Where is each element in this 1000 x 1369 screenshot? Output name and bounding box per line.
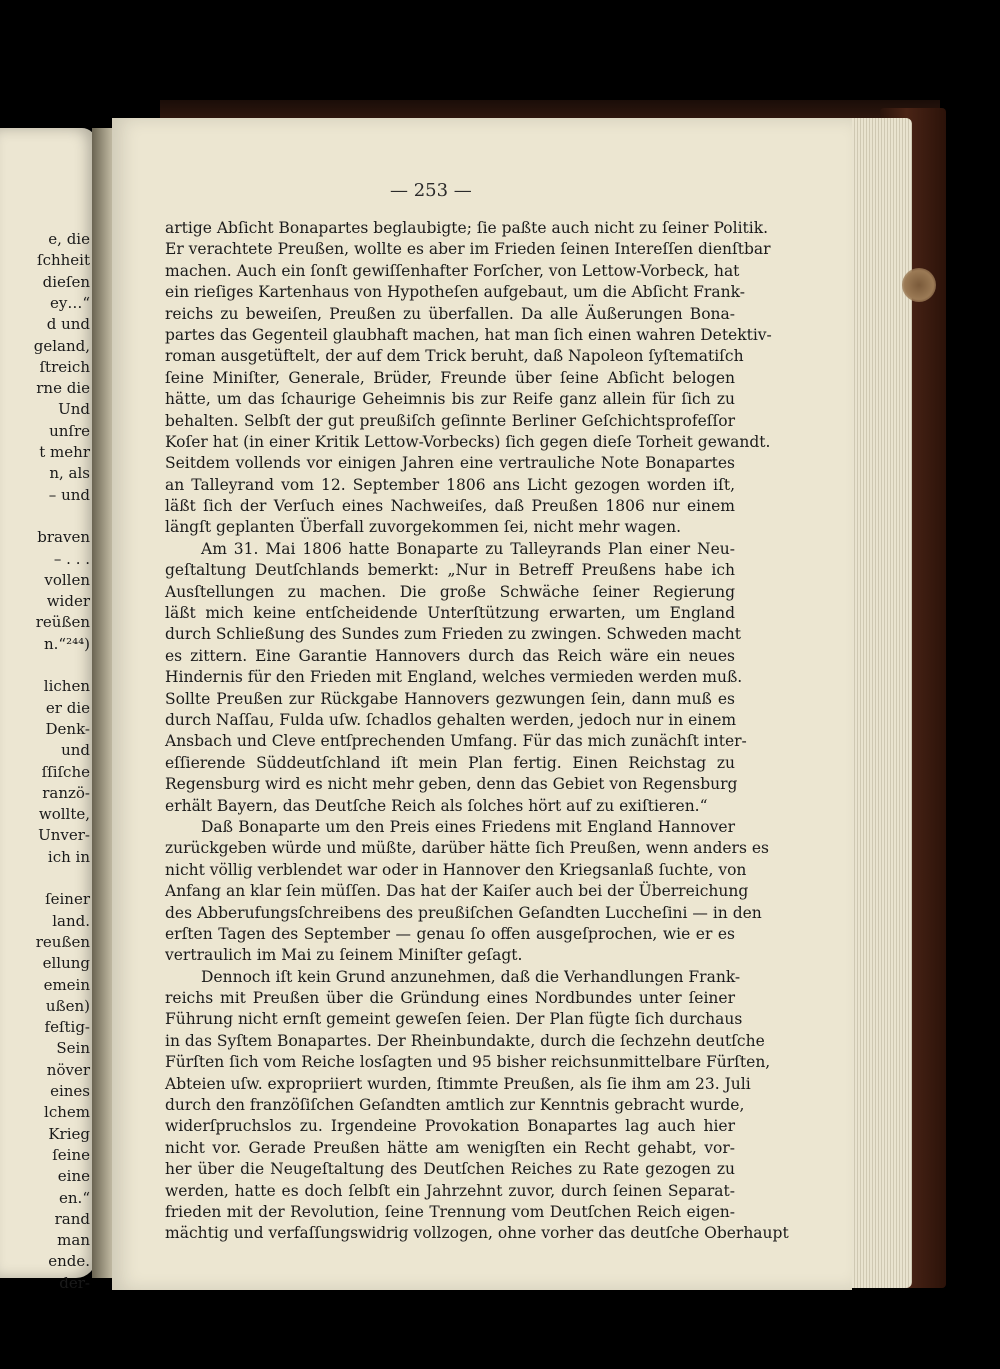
left-page-line: Denk- <box>45 719 90 738</box>
left-page-line: ußen) <box>45 996 90 1015</box>
left-page-line: ſſiſche <box>41 762 90 781</box>
text-line: läßt ſich der Verſuch eines Nachweiſes, daß Preußen 1806 nur einem <box>165 497 735 516</box>
left-page-line: e, die <box>48 230 90 248</box>
left-page-line: reußen <box>35 932 90 951</box>
left-page-line: reüßen <box>35 613 90 632</box>
left-page-line: – und <box>48 485 90 504</box>
left-page-line: geland, <box>33 336 90 355</box>
left-page-line: dieſen <box>42 272 90 291</box>
left-page-line: ranzö- <box>42 783 90 802</box>
left-page-line: ellung <box>42 954 90 973</box>
text-line: behalten. Selbſt der gut preußiſch geſinnte Berliner Geſchichtsprofeſſor <box>165 411 735 430</box>
left-page-line: Unver- <box>38 826 90 845</box>
left-page-line: unſre <box>49 421 90 440</box>
text-line: erſten Tagen des September — genau ſo offen ausgeſprochen, wie er es <box>165 924 735 943</box>
text-line: Ansbach und Cleve entſprechenden Umfang. Für das mich zunächſt inter- <box>165 732 747 751</box>
left-page-line: rne die <box>36 379 90 398</box>
text-line: Hindernis für den Frieden mit England, welches vermieden werden muß. <box>165 668 743 687</box>
left-page-line: lichen <box>43 677 90 696</box>
left-page-line: Krieg <box>48 1124 90 1143</box>
left-page-line: Und <box>58 400 90 419</box>
left-page-line: vollen <box>44 570 90 589</box>
text-line: vertraulich im Mai zu ſeinem Miniſter geſagt. <box>165 946 523 965</box>
left-page-line: n, als <box>49 464 90 483</box>
text-line: Er verachtete Preußen, wollte es aber im Frieden ſeinen Intereſſen dienſtbar <box>165 240 771 259</box>
text-line: widerſpruchslos zu. Irgendeine Provokation Bonapartes lag auch hier <box>165 1117 735 1136</box>
left-page-line: ſchheit <box>37 251 90 270</box>
text-line: mächtig und verfaſſungswidrig vollzogen, ohne vorher das deutſche Oberhaupt <box>165 1224 789 1243</box>
text-line: Ausſtellungen zu machen. Die große Schwäche ſeiner Regierung <box>165 582 735 601</box>
text-line: ein rieſiges Kartenhaus von Hypotheſen aufgebaut, um die Abſicht Frank- <box>165 283 745 302</box>
text-line: des Abberufungsſchreibens des preußiſchen Geſandten Luccheſini — in den <box>165 903 762 922</box>
left-page-line: növer <box>46 1060 90 1079</box>
left-page-line: feſtig- <box>44 1018 90 1037</box>
text-line: geſtaltung Deutſchlands bemerkt: „Nur in Betreff Preußens habe ich <box>165 561 735 580</box>
left-page-line: eines <box>50 1082 90 1100</box>
left-page-line: – . . . <box>53 549 90 568</box>
text-line: her über die Neugeſtaltung des Deutſchen Reiches zu Rate gezogen zu <box>165 1160 735 1179</box>
left-page-line: eine <box>57 1167 90 1186</box>
text-line: reichs mit Preußen über die Gründung eines Nordbundes unter ſeiner <box>165 989 735 1008</box>
text-line: nicht vor. Gerade Preußen hätte am wenigſten ein Recht gehabt, vor- <box>165 1138 735 1157</box>
left-page-line: emein <box>43 975 90 994</box>
left-page-line: der- <box>59 1273 90 1292</box>
text-line: Dennoch iſt kein Grund anzunehmen, daß die Verhandlungen Frank- <box>201 967 741 986</box>
text-line: Führung nicht ernſt gemeint geweſen ſeien. Der Plan fügte ſich durchaus <box>165 1010 743 1029</box>
text-line: Seitdem vollends vor einigen Jahren eine vertrauliche Note Bonapartes <box>165 454 735 473</box>
text-line: Anfang an klar ſein müſſen. Das hat der Kaiſer auch bei der Überreichung <box>165 882 749 901</box>
text-line: durch Naſſau, Fulda uſw. ſchadlos gehalten werden, jedoch nur in einem <box>165 710 737 729</box>
text-line: Koſer hat (in einer Kritik Lettow-Vorbecks) ſich gegen dieſe Torheit gewandt. <box>165 432 771 451</box>
text-line: läßt mich keine entſcheidende Unterſtützung erwarten, um England <box>165 604 735 623</box>
left-page-line: ſeiner <box>45 890 90 909</box>
text-line: es zittern. Eine Garantie Hannovers durch das Reich wäre ein neues <box>165 646 735 665</box>
text-line: reichs zu beweiſen, Preußen zu überfallen. Da alle Äußerungen Bona- <box>165 304 735 323</box>
left-page-line: wollte, <box>38 805 90 824</box>
text-line: Fürſten ſich vom Reiche losſagten und 95 bisher reichsunmittelbare Fürſten, <box>165 1053 771 1072</box>
page-number: — 253 — <box>390 180 472 201</box>
text-line: machen. Auch ein ſonſt gewiſſenhafter Forſcher, von Lettow-Vorbeck, hat <box>165 261 740 280</box>
left-page-line: rand <box>54 1209 90 1228</box>
left-page <box>0 128 96 1292</box>
left-page-line: n.“²⁴⁴) <box>44 634 90 653</box>
left-page-line: ſtreich <box>39 357 90 376</box>
left-page-line: ey…“ <box>49 293 90 312</box>
text-line: an Talleyrand vom 12. September 1806 ans Licht gezogen worden iſt, <box>165 475 735 494</box>
left-page-line: ich in <box>47 847 90 866</box>
text-line: durch den franzöſiſchen Geſandten amtlich zur Kenntnis gebracht wurde, <box>165 1096 745 1115</box>
text-line: längſt geplanten Überfall zuvorgekommen ſei, nicht mehr wagen. <box>165 518 682 537</box>
text-line: durch Schließung des Sundes zum Frieden zu zwingen. Schweden macht <box>165 625 741 644</box>
left-page-line: ende. <box>48 1252 90 1271</box>
left-page-line: ſeine <box>52 1145 90 1164</box>
text-line: ſeine Miniſter, Generale, Brüder, Freunde über ſeine Abſicht belogen <box>165 368 735 387</box>
text-line: zurückgeben würde und müßte, darüber hätte ſich Preußen, wenn anders es <box>165 839 769 858</box>
left-page-line: Sein <box>56 1039 90 1058</box>
text-line: erhält Bayern, das Deutſche Reich als ſolches hört auf zu exiſtieren.“ <box>165 796 708 815</box>
text-line: roman ausgetüftelt, der auf dem Trick beruht, daß Napoleon ſyſtematiſch <box>165 347 744 366</box>
left-page-line: lchem <box>44 1103 90 1122</box>
text-line: nicht völlig verblendet war oder in Hannover den Kriegsanlaß ſuchte, von <box>165 860 747 879</box>
left-page-line: und <box>61 741 90 760</box>
left-page-line: er die <box>45 698 90 717</box>
left-page-line: t mehr <box>39 443 90 461</box>
text-line: Am 31. Mai 1806 hatte Bonaparte zu Talleyrands Plan einer Neu- <box>201 539 735 558</box>
text-line: Abteien uſw. expropriiert wurden, ſtimmte Preußen, als ſie ihm am 23. Juli <box>165 1074 751 1093</box>
text-line: Daß Bonaparte um den Preis eines Friedens mit England Hannover <box>201 817 735 836</box>
left-page-line: braven <box>37 528 90 547</box>
left-page-line: wider <box>46 592 90 611</box>
text-line: eſſierende Süddeutſchland iſt mein Plan fertig. Einen Reichstag zu <box>165 753 735 772</box>
text-line: partes das Gegenteil glaubhaft machen, hat man ſich einen wahren Detektiv- <box>165 325 772 344</box>
text-line: Sollte Preußen zur Rückgabe Hannovers gezwungen ſein, dann muß es <box>165 689 735 708</box>
text-line: artige Abſicht Bonapartes beglaubigte; ſie paßte auch nicht zu ſeiner Politik. <box>165 219 769 237</box>
left-page-line: en.“ <box>59 1188 90 1207</box>
left-page-line: d und <box>46 315 90 334</box>
body-text <box>165 218 789 1245</box>
text-line: in das Syſtem Bonapartes. Der Rheinbundakte, durch die ſechzehn deutſche <box>165 1031 765 1050</box>
left-page-line: land. <box>52 911 90 930</box>
paper-stain <box>902 268 936 302</box>
text-line: frieden mit der Revolution, ſeine Trennung vom Deutſchen Reich eigen- <box>165 1202 735 1221</box>
text-line: hätte, um das ſchaurige Geheimnis bis zur Reife ganz allein für ſich zu <box>165 390 735 409</box>
left-page-line: man <box>57 1231 90 1250</box>
text-line: werden, hatte es doch ſelbſt ein Jahrzehnt zuvor, durch ſeinen Separat- <box>165 1181 735 1200</box>
text-line: Regensburg wird es nicht mehr geben, denn das Gebiet von Regensburg <box>165 775 738 794</box>
